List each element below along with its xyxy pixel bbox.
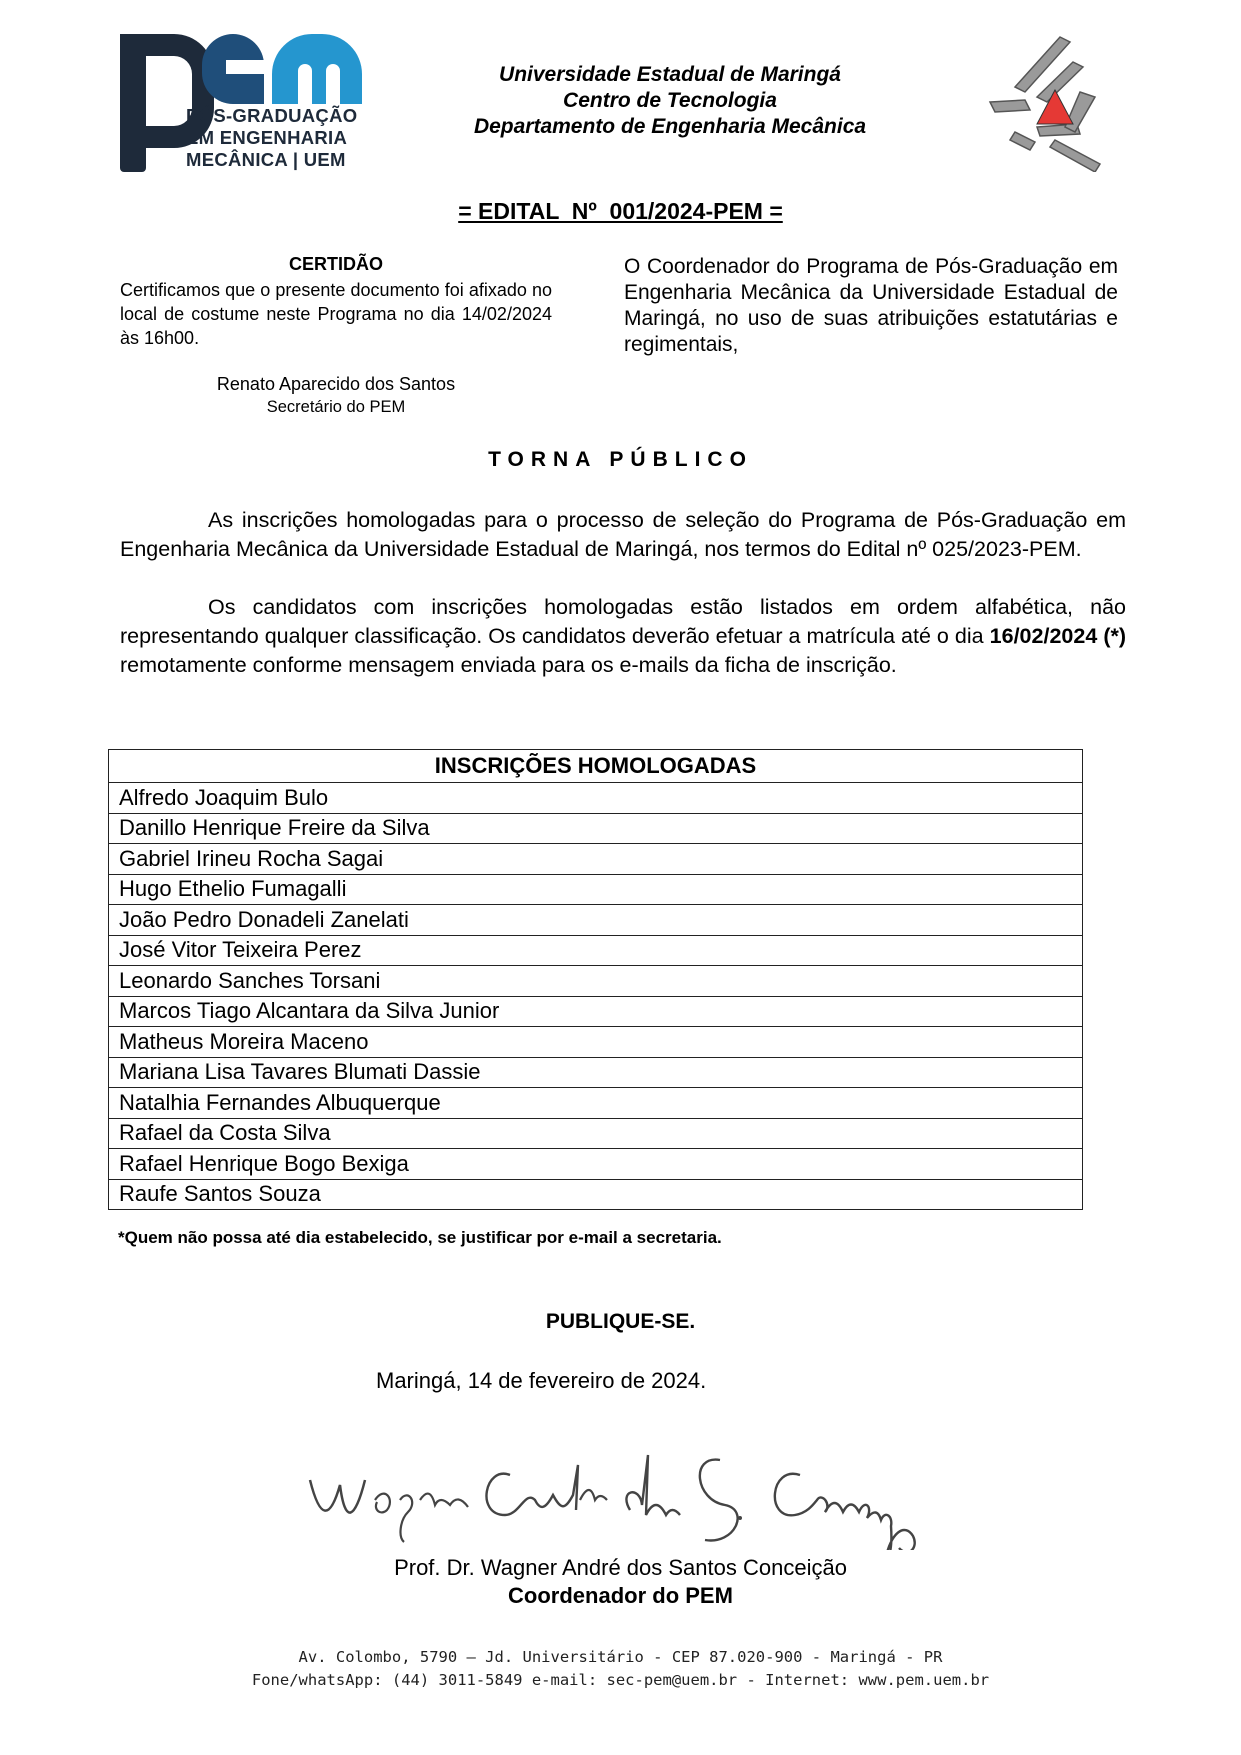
footer-contact: Fone/whatsApp: (44) 3011-5849 e-mail: sec-pem@uem.br - Internet: www.pem.uem.br — [251, 1671, 990, 1689]
table-row — [109, 874, 1083, 905]
footer-address: Av. Colombo, 5790 – Jd. Universitário - CEP 87.020-900 - Maringá - PR — [298, 1648, 943, 1666]
place-date: Maringá, 14 de fevereiro de 2024. — [376, 1368, 707, 1393]
edital-title — [0, 198, 1241, 225]
candidate-name: José Vitor Teixeira Perez — [109, 935, 1083, 966]
handwritten-signature — [300, 1440, 940, 1550]
candidate-name: Mariana Lisa Tavares Blumati Dassie — [109, 1057, 1083, 1088]
table-row — [109, 1027, 1083, 1058]
paragraph-2-text: Os candidatos com inscrições homologadas estão listados em ordem alfabética, não representando qualquer classificação. Os candidatos deverão efetuar a matrícula até o dia — [120, 595, 1126, 648]
candidate-name: Leonardo Sanches Torsani — [109, 966, 1083, 997]
table-row — [109, 1118, 1083, 1149]
candidate-name: Marcos Tiago Alcantara da Silva Junior — [109, 996, 1083, 1027]
edital-title-text: = EDITAL Nº 001/2024-PEM = — [458, 198, 783, 224]
paragraph-2 — [120, 593, 1126, 680]
candidate-name: Raufe Santos Souza — [109, 1179, 1083, 1210]
institution-header — [420, 62, 920, 140]
secretary-name: Renato Aparecido dos Santos — [216, 374, 456, 394]
secretary-role: Secretário do PEM — [266, 398, 406, 416]
center-name: Centro de Tecnologia — [563, 89, 777, 112]
candidate-name: Danillo Henrique Freire da Silva — [109, 813, 1083, 844]
candidate-name: Hugo Ethelio Fumagalli — [109, 874, 1083, 905]
table-row — [109, 905, 1083, 936]
candidate-name: João Pedro Donadeli Zanelati — [109, 905, 1083, 936]
candidate-name: Matheus Moreira Maceno — [109, 1027, 1083, 1058]
publique-se: PUBLIQUE-SE. — [545, 1310, 696, 1333]
table-row — [109, 783, 1083, 814]
homologated-table — [108, 749, 1083, 1210]
table-row — [109, 966, 1083, 997]
logo-text-line2: EM ENGENHARIA — [186, 127, 348, 148]
candidate-name: Gabriel Irineu Rocha Sagai — [109, 844, 1083, 875]
table-row — [109, 813, 1083, 844]
pem-logo — [110, 30, 370, 175]
certidao-text: Certificamos que o presente documento foi afixado no local de costume neste Programa no dia 14/02/2024 às 16h00. — [120, 280, 552, 348]
candidate-name: Alfredo Joaquim Bulo — [109, 783, 1083, 814]
table-row — [109, 844, 1083, 875]
table-header: INSCRIÇÕES HOMOLOGADAS — [109, 750, 1083, 783]
table-row — [109, 1057, 1083, 1088]
logo-text-line3: MECÂNICA | UEM — [186, 149, 346, 170]
torna-publico-heading: TORNA PÚBLICO — [488, 448, 753, 471]
table-row — [109, 935, 1083, 966]
enrollment-deadline: 16/02/2024 (*) — [989, 624, 1127, 648]
coordinator-intro: O Coordenador do Programa de Pós-Graduação em Engenharia Mecânica da Universidade Estadual de Maringá, no uso de suas atribuições estatutárias e regimentais, — [624, 255, 1118, 356]
logo-text-line1: PÓS-GRADUAÇÃO — [186, 105, 358, 126]
footnote: *Quem não possa até dia estabelecido, se justificar por e-mail a secretaria. — [118, 1228, 722, 1247]
uem-emblem-icon — [985, 32, 1115, 172]
candidate-name: Rafael da Costa Silva — [109, 1118, 1083, 1149]
signer-role: Coordenador do PEM — [508, 1583, 733, 1608]
table-row — [109, 1149, 1083, 1180]
paragraph-1 — [120, 506, 1126, 564]
certidao-title: CERTIDÃO — [289, 254, 383, 274]
department-name: Departamento de Engenharia Mecânica — [473, 115, 867, 138]
paragraph-1-text: As inscrições homologadas para o processo de seleção do Programa de Pós-Graduação em Engenharia Mecânica da Universidade Estadual de Maringá, nos termos do Edital nº 025/2023-PEM. — [120, 508, 1126, 561]
table-row — [109, 1179, 1083, 1210]
paragraph-2-text-end: remotamente conforme mensagem enviada para os e-mails da ficha de inscrição. — [120, 653, 897, 677]
candidate-name: Rafael Henrique Bogo Bexiga — [109, 1149, 1083, 1180]
table-row — [109, 1088, 1083, 1119]
candidate-name: Natalhia Fernandes Albuquerque — [109, 1088, 1083, 1119]
university-name: Universidade Estadual de Maringá — [499, 63, 841, 86]
signer-name: Prof. Dr. Wagner André dos Santos Conceição — [394, 1555, 847, 1580]
table-row — [109, 996, 1083, 1027]
